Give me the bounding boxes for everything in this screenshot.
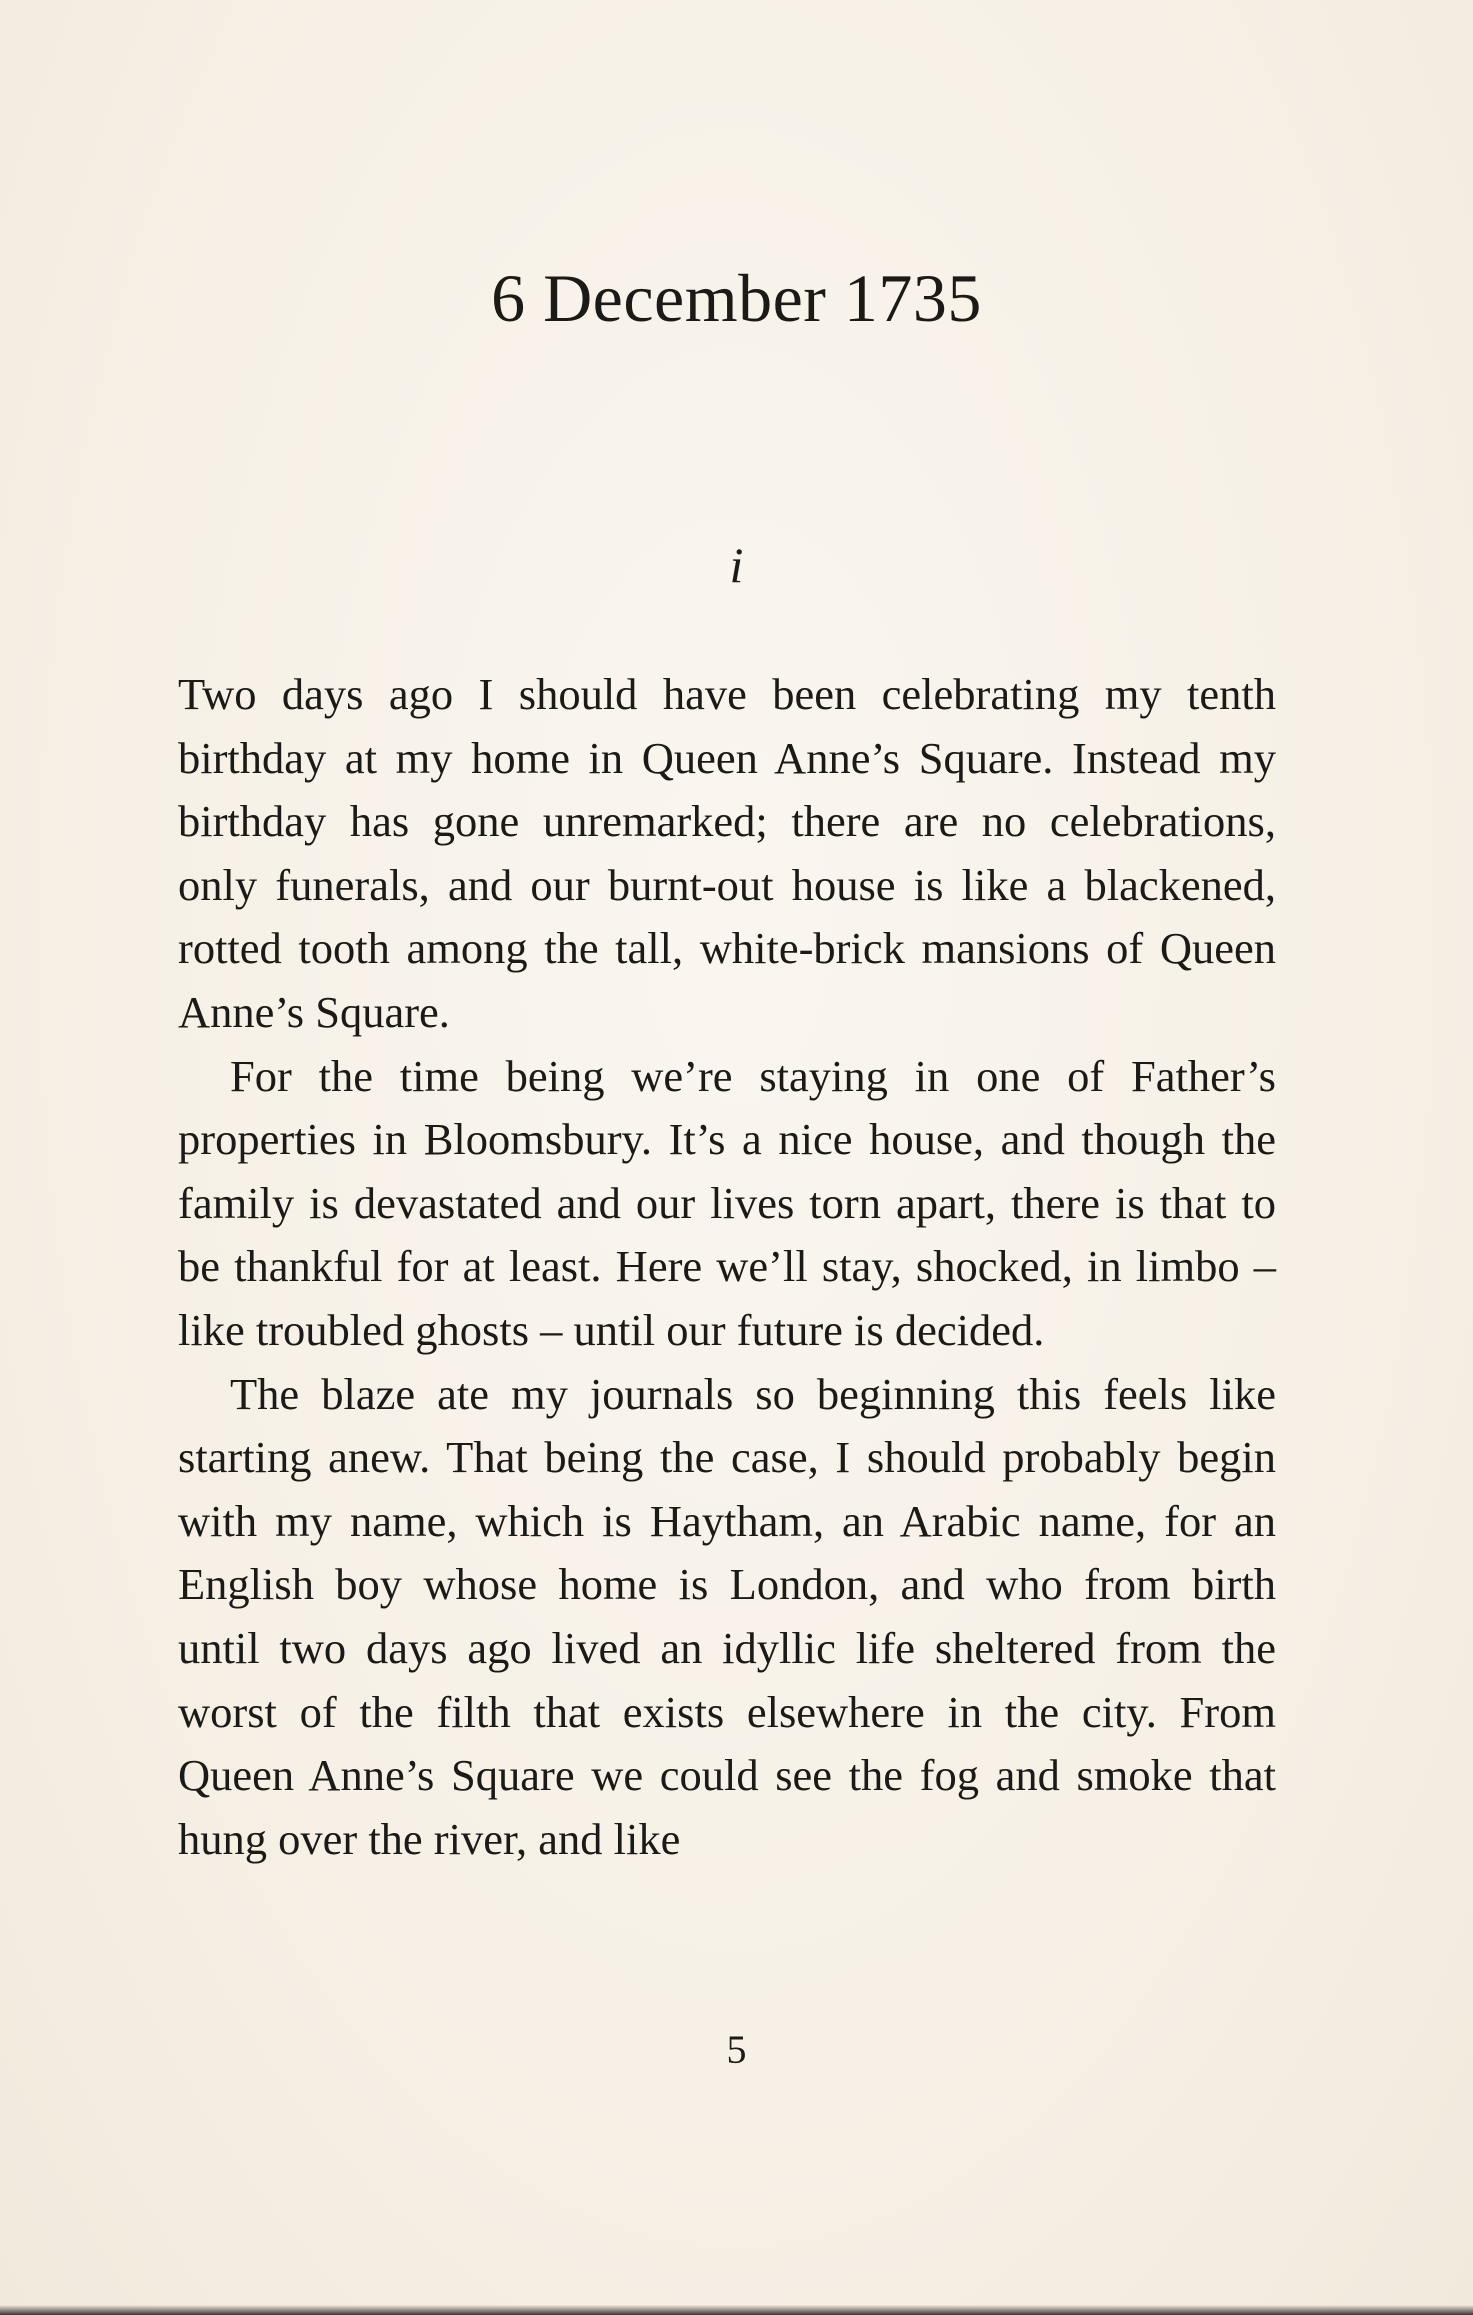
paragraph: Two days ago I should have been celebrating my tenth birthday at my home in Queen Anne’s Square. Instead my birthday has gone unremarked; there are no celebrations, only funerals, and our burnt-out house is like a blackened, rotted tooth among the tall, white-brick mansions of Queen Anne’s Square. bbox=[178, 669, 1276, 1037]
paragraph: The blaze ate my journals so beginning this feels like starting anew. That being the case, I should probably begin with my name, which is Haytham, an Arabic name, for an English boy whose home is London, and who from birth until two days ago lived an idyllic life sheltered from the worst of the filth that exists elsewhere in the city. From Queen Anne’s Square we could see the fog and smoke that hung over the river, and like bbox=[178, 1368, 1276, 1864]
scan-edge bbox=[0, 2305, 1473, 2315]
body-text bbox=[178, 663, 1276, 1871]
chapter-heading: 6 December 1735 bbox=[491, 260, 982, 336]
paragraph: For the time being we’re staying in one of Father’s properties in Bloomsbury. It’s a nice house, and though the family is devastated and our lives torn apart, there is that to be thankful for at least. Here we’ll stay, shocked, in limbo – like troubled ghosts – until our future is decided. bbox=[178, 1050, 1276, 1355]
page-number: 5 bbox=[726, 2027, 747, 2072]
section-marker: i bbox=[729, 537, 744, 593]
